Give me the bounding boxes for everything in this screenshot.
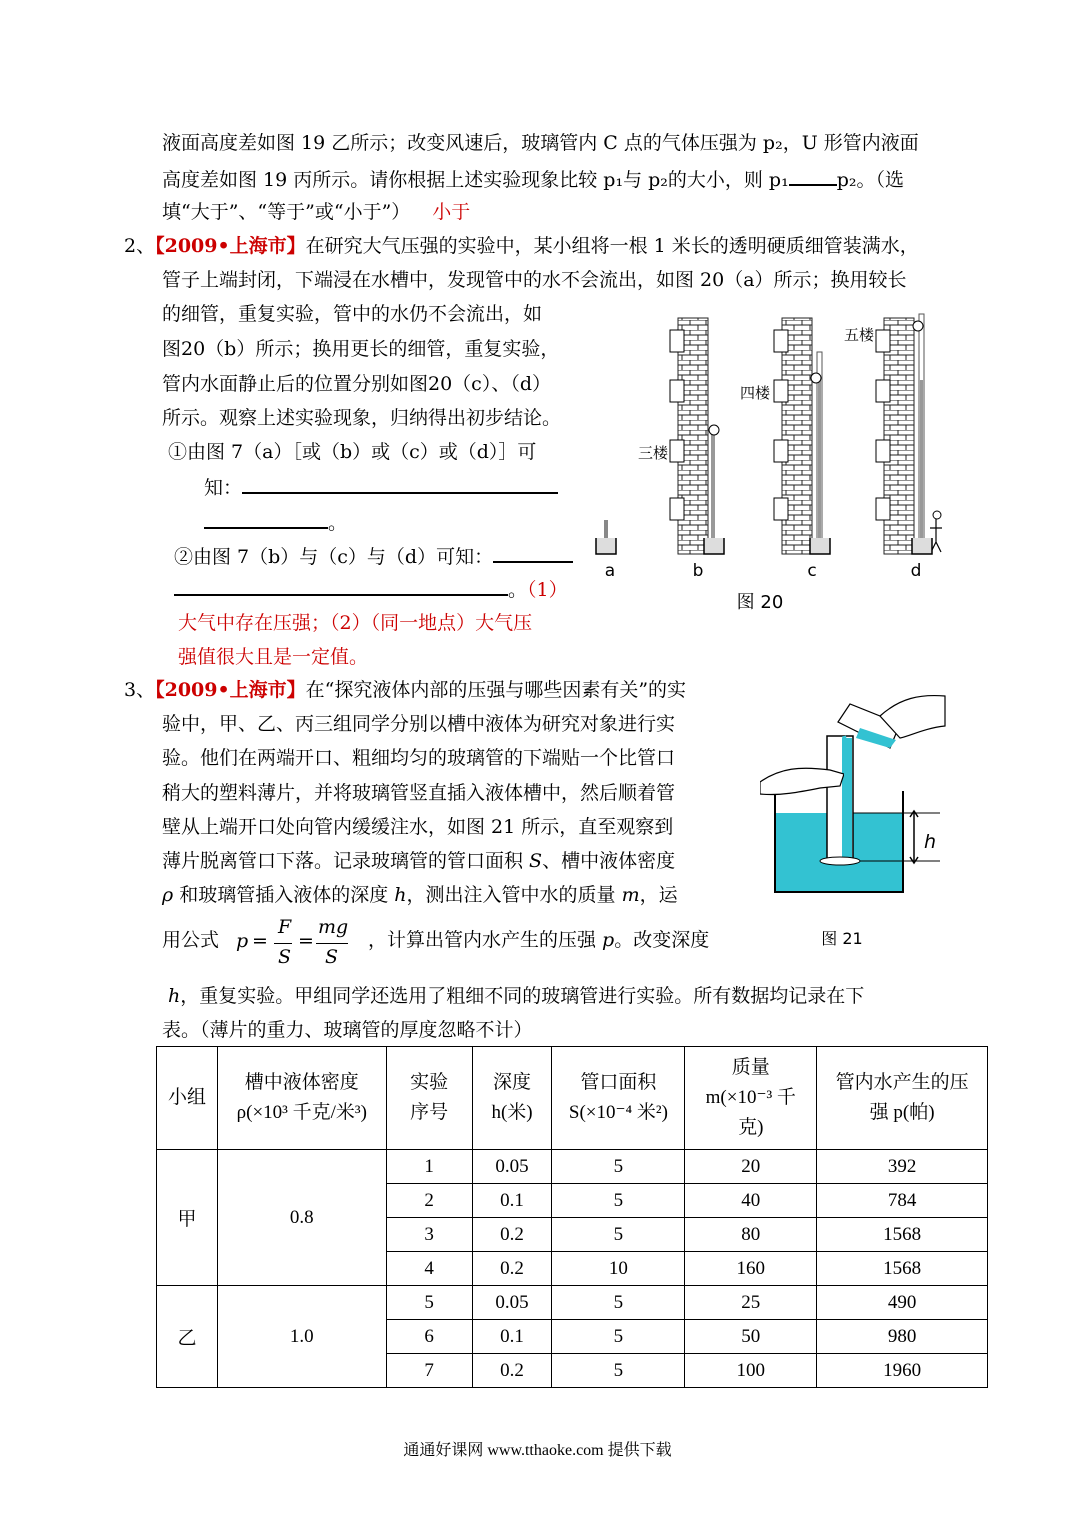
q3-line8 <box>162 928 219 952</box>
q3-var-p: p <box>602 929 615 951</box>
cell-area: 5 <box>552 1286 685 1320</box>
fig21-plastic-sheet <box>820 857 860 865</box>
cell-depth: 0.05 <box>472 1286 552 1320</box>
q3-var-m: m <box>621 884 640 906</box>
q3-line7-tail: ，运 <box>639 884 678 906</box>
q3-line2: 验中，甲、乙、丙三组同学分别以槽中液体为研究对象进行实 <box>162 713 676 735</box>
fig20-label-c: c <box>807 561 817 581</box>
header-depth-line1: 深度 <box>493 1072 532 1093</box>
q2-line3: 的细管，重复实验，管中的水仍不会流出，如 <box>162 303 543 325</box>
cell-seq: 6 <box>386 1320 472 1354</box>
q3-line1 <box>124 678 686 702</box>
cell-area: 5 <box>552 1218 685 1252</box>
formula-eq2: = <box>298 930 314 952</box>
data-table <box>156 1046 988 1388</box>
q3-line5: 壁从上端开口处向管内缓缓注水，如图 21 所示，直至观察到 <box>162 816 674 838</box>
header-mass-line3: 克) <box>738 1117 764 1138</box>
q2-line4: 图20（b）所示；换用更长的细管，重复实验， <box>162 338 560 360</box>
q2-blank-1 <box>242 474 558 494</box>
q1-answer-blank <box>789 166 837 186</box>
q2-blank-3 <box>493 543 573 563</box>
q1-line2 <box>162 166 904 192</box>
cell-mass: 160 <box>685 1252 817 1286</box>
cell-pressure: 490 <box>817 1286 988 1320</box>
header-pressure-line2: 强 p(帕) <box>869 1102 935 1123</box>
q2-sub2 <box>174 543 573 569</box>
q3-line9 <box>168 984 864 1008</box>
q3-line6 <box>162 849 675 873</box>
table-row <box>157 1150 988 1184</box>
fig20-label-d: d <box>910 561 922 581</box>
cell-mass: 100 <box>685 1354 817 1388</box>
cell-depth: 0.2 <box>472 1252 552 1286</box>
header-density-line1: 槽中液体密度 <box>244 1072 359 1093</box>
cell-pressure: 392 <box>817 1150 988 1184</box>
q3-var-S: S <box>529 850 543 872</box>
q3-line9-text: ，重复实验。甲组同学还选用了粗细不同的玻璃管进行实验。所有数据均记录在下 <box>180 985 865 1007</box>
cell-seq: 2 <box>386 1184 472 1218</box>
q2-sub1: ①由图 7（a）［或（b）或（c）或（d）］可 <box>168 441 537 463</box>
cell-seq: 4 <box>386 1252 472 1286</box>
q3-line7-text: 和玻璃管插入液体的深度 <box>173 884 395 906</box>
fig20-caption: 图 20 <box>736 592 784 613</box>
header-density <box>217 1047 386 1150</box>
table-header-row <box>157 1047 988 1150</box>
formula-bar2 <box>316 943 348 944</box>
q2-answer-line3: 强值很大且是一定值。 <box>178 646 369 668</box>
fig20-label-b: b <box>692 561 704 581</box>
q3-line10: 表。（薄片的重力、玻璃管的厚度忽略不计） <box>162 1019 533 1041</box>
header-mass-line2: m(×10⁻³ 千 <box>705 1087 796 1108</box>
q2-sub1-end: 。 <box>328 512 348 534</box>
header-area-line1: 管口面积 <box>580 1072 657 1093</box>
cell-depth: 0.1 <box>472 1320 552 1354</box>
q1-line3-text: 填“大于”、“等于”或“小于”） <box>162 201 411 223</box>
header-depth-line2: h(米) <box>491 1102 533 1123</box>
q3-line4: 稍大的塑料薄片，并将玻璃管竖直插入液体槽中，然后顺着管 <box>162 782 676 804</box>
group-density: 1.0 <box>217 1286 386 1388</box>
q3-line3: 验。他们在两端开口、粗细均匀的玻璃管的下端贴一个比管口 <box>162 747 676 769</box>
formula-F: F <box>278 916 292 938</box>
cell-area: 5 <box>552 1320 685 1354</box>
q2-source: 【2009•上海市】 <box>155 235 306 257</box>
q2-line2: 管子上端封闭，下端浸在水槽中，发现管中的水不会流出，如图 20（a）所示；换用较长 <box>162 269 907 291</box>
cell-seq: 5 <box>386 1286 472 1320</box>
q2-number: 2、 <box>124 235 156 257</box>
cell-pressure: 1960 <box>817 1354 988 1388</box>
fig20-setup-b <box>670 318 724 554</box>
cell-seq: 1 <box>386 1150 472 1184</box>
formula-bar1 <box>274 943 292 944</box>
q1-line2-tail: p₂。（选 <box>836 169 904 191</box>
fig20-setup-c <box>774 318 830 554</box>
cell-mass: 80 <box>685 1218 817 1252</box>
cell-depth: 0.05 <box>472 1150 552 1184</box>
q2-blank-4 <box>174 576 508 596</box>
q1-line1: 液面高度差如图 19 乙所示；改变风速后，玻璃管内 C 点的气体压强为 p₂，U 形管内液面 <box>162 132 919 154</box>
formula-p: p <box>236 930 249 952</box>
q3-line7 <box>162 883 678 907</box>
q3-var-h: h <box>394 884 407 906</box>
fig20-setup-a <box>596 520 616 554</box>
q2-sub2-line2 <box>174 576 568 602</box>
cell-area: 5 <box>552 1184 685 1218</box>
table-row <box>157 1286 988 1320</box>
cell-mass: 25 <box>685 1286 817 1320</box>
fig20-label-floor4: 四楼 <box>740 384 771 402</box>
fig20-setup-d <box>876 314 942 554</box>
q2-sub1-label: 知： <box>204 477 243 499</box>
fig21-caption: 图 21 <box>821 929 863 946</box>
group-name: 甲 <box>157 1150 218 1286</box>
q2-blank-2 <box>204 509 328 529</box>
header-area <box>552 1047 685 1150</box>
q3-var-h2: h <box>168 985 181 1007</box>
header-seq-line1: 实验 <box>410 1072 449 1093</box>
page-footer: 通通好课网 www.tthaoke.com 提供下载 <box>403 1442 672 1459</box>
formula-S2: S <box>325 946 339 968</box>
cell-pressure: 1568 <box>817 1218 988 1252</box>
formula-mg: mg <box>318 916 349 938</box>
fig21-h-label: h <box>924 831 937 853</box>
fig21-h-arrow <box>910 811 918 863</box>
fig20-label-a: a <box>604 561 616 581</box>
cell-depth: 0.2 <box>472 1354 552 1388</box>
q1-line3 <box>162 200 470 224</box>
cell-mass: 40 <box>685 1184 817 1218</box>
q2-line1 <box>124 234 919 258</box>
header-area-line2: S(×10⁻⁴ 米²) <box>568 1102 668 1123</box>
header-mass <box>685 1047 817 1150</box>
cell-area: 5 <box>552 1354 685 1388</box>
cell-seq: 3 <box>386 1218 472 1252</box>
figure-21 <box>760 686 960 946</box>
q3-line8-mid: ，计算出管内水产生的压强 <box>368 929 603 951</box>
q1-line2-text: 高度差如图 19 丙所示。请你根据上述实验现象比较 p₁与 p₂的大小，则 p₁ <box>162 169 789 191</box>
cell-area: 5 <box>552 1150 685 1184</box>
header-density-line2: ρ(×10³ 千克/米³) <box>236 1102 367 1123</box>
group-name: 乙 <box>157 1286 218 1388</box>
q3-line7-mid: ，测出注入管中水的质量 <box>406 884 622 906</box>
cell-depth: 0.2 <box>472 1218 552 1252</box>
cell-mass: 20 <box>685 1150 817 1184</box>
q3-line6-tail: 、槽中液体密度 <box>542 850 676 872</box>
q2-sub2-text: ②由图 7（b）与（c）与（d）可知： <box>174 546 494 568</box>
q2-sub1-line3 <box>204 509 347 535</box>
q1-answer: 小于 <box>432 201 471 223</box>
header-pressure <box>817 1047 988 1150</box>
cell-mass: 50 <box>685 1320 817 1354</box>
q3-source: 【2009•上海市】 <box>155 679 306 701</box>
header-group: 小组 <box>157 1047 218 1150</box>
cell-pressure: 980 <box>817 1320 988 1354</box>
fig20-label-floor3: 三楼 <box>638 444 669 462</box>
header-depth <box>472 1047 552 1150</box>
q3-line8-text: 用公式 <box>162 929 220 951</box>
fig20-label-floor5: 五楼 <box>844 326 875 344</box>
cell-pressure: 1568 <box>817 1252 988 1286</box>
cell-area: 10 <box>552 1252 685 1286</box>
header-pressure-line1: 管内水产生的压 <box>835 1072 969 1093</box>
header-mass-line1: 质量 <box>731 1057 770 1078</box>
pressure-formula <box>236 916 356 972</box>
header-seq-line2: 序号 <box>410 1102 449 1123</box>
q3-line6-text: 薄片脱离管口下落。记录玻璃管的管口面积 <box>162 850 530 872</box>
q3-number: 3、 <box>124 679 156 701</box>
header-seq <box>386 1047 472 1150</box>
figure-20 <box>590 310 960 620</box>
q3-var-rho: ρ <box>162 884 174 906</box>
cell-pressure: 784 <box>817 1184 988 1218</box>
cell-seq: 7 <box>386 1354 472 1388</box>
q2-answer-line2: 大气中存在压强；（2）（同一地点）大气压 <box>178 612 533 634</box>
formula-eq1: = <box>252 930 268 952</box>
cell-depth: 0.1 <box>472 1184 552 1218</box>
q2-line5: 管内水面静止后的位置分别如图20（c）、（d） <box>162 373 551 395</box>
q3-line8-tail: 。改变深度 <box>614 929 710 951</box>
q2-line1-text: 在研究大气压强的实验中，某小组将一根 1 米长的透明硬质细管装满水， <box>305 235 919 257</box>
q2-sub2-end: 。 <box>508 579 528 601</box>
q2-answer-start: （1） <box>527 579 568 601</box>
q3-line8-rest <box>368 928 709 952</box>
group-density: 0.8 <box>217 1150 386 1286</box>
q2-sub1-line2 <box>204 474 558 500</box>
q2-line6: 所示。观察上述实验现象，归纳得出初步结论。 <box>162 407 562 429</box>
q3-line1-text: 在“探究液体内部的压强与哪些因素有关”的实 <box>305 679 687 701</box>
formula-S1: S <box>278 946 292 968</box>
